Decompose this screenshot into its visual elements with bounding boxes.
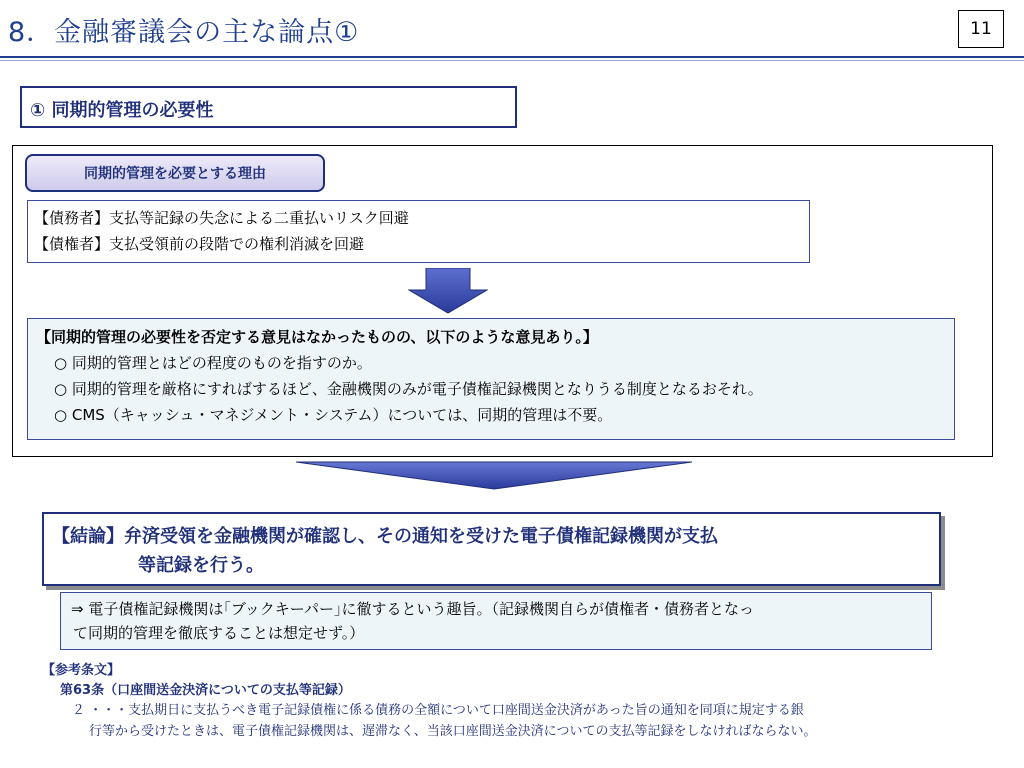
reason-debtor: 【債務者】支払等記録の失念による二重払いリスク回避 (34, 209, 409, 227)
slide-title: 8．金融審議会の主な論点① (8, 17, 360, 48)
page-number: 11 (958, 10, 1004, 48)
opinion-item: ○ 同期的管理を厳格にすればするほど、金融機関のみが電子債権記録機関となりうる制度となるおそれ。 (54, 380, 763, 398)
note-line-1: ⇒ 電子債権記録機関は｢ブックキーパー｣に徹するという趣旨。（記録機関自らが債権者・債務者となっ (71, 600, 755, 618)
reference-heading: 【参考条文】 (42, 663, 121, 678)
reason-creditor: 【債権者】支払受領前の段階での権利消滅を回避 (34, 235, 365, 253)
reasons-box (27, 200, 810, 263)
conclusion-line-1: 【結論】弁済受領を金融機関が確認し、その通知を受けた電子債権記録機関が支払 (52, 526, 718, 547)
reference-text-line-2: 行等から受けたときは、電子債権記録機関は、遅滞なく、当該口座間送金決済についての支払等記録をしなければならない。 (89, 724, 817, 739)
wide-down-arrow-icon (296, 460, 692, 490)
reasons-tab-label: 同期的管理を必要とする理由 (25, 154, 325, 192)
conclusion-box (42, 512, 941, 586)
reference-text (72, 700, 816, 742)
note-box (60, 592, 932, 650)
reference-article: 第63条（口座間送金決済についての支払等記録） (60, 683, 351, 698)
opinion-item: ○ CMS（キャッシュ・マネジメント・システム）については、同期的管理は不要。 (54, 406, 613, 424)
note-line-2: て同期的管理を徹底することは想定せず。） (73, 624, 365, 642)
title-divider-thin (0, 60, 1024, 61)
down-arrow-icon (408, 268, 488, 314)
title-divider (0, 56, 1024, 58)
opinion-item: ○ 同期的管理とはどの程度のものを指すのか。 (54, 354, 372, 372)
conclusion-line-2: 等記録を行う。 (138, 555, 264, 576)
reference-text-line-1: ２ ・・・支払期日に支払うべき電子記録債権に係る債務の全額について口座間送金決済があった旨の通知を同項に規定する銀 (72, 703, 804, 718)
section-heading: ① 同期的管理の必要性 (20, 86, 517, 128)
opinions-box (27, 318, 955, 440)
opinions-heading: 【同期的管理の必要性を否定する意見はなかったものの、以下のような意見あり。】 (36, 328, 598, 346)
